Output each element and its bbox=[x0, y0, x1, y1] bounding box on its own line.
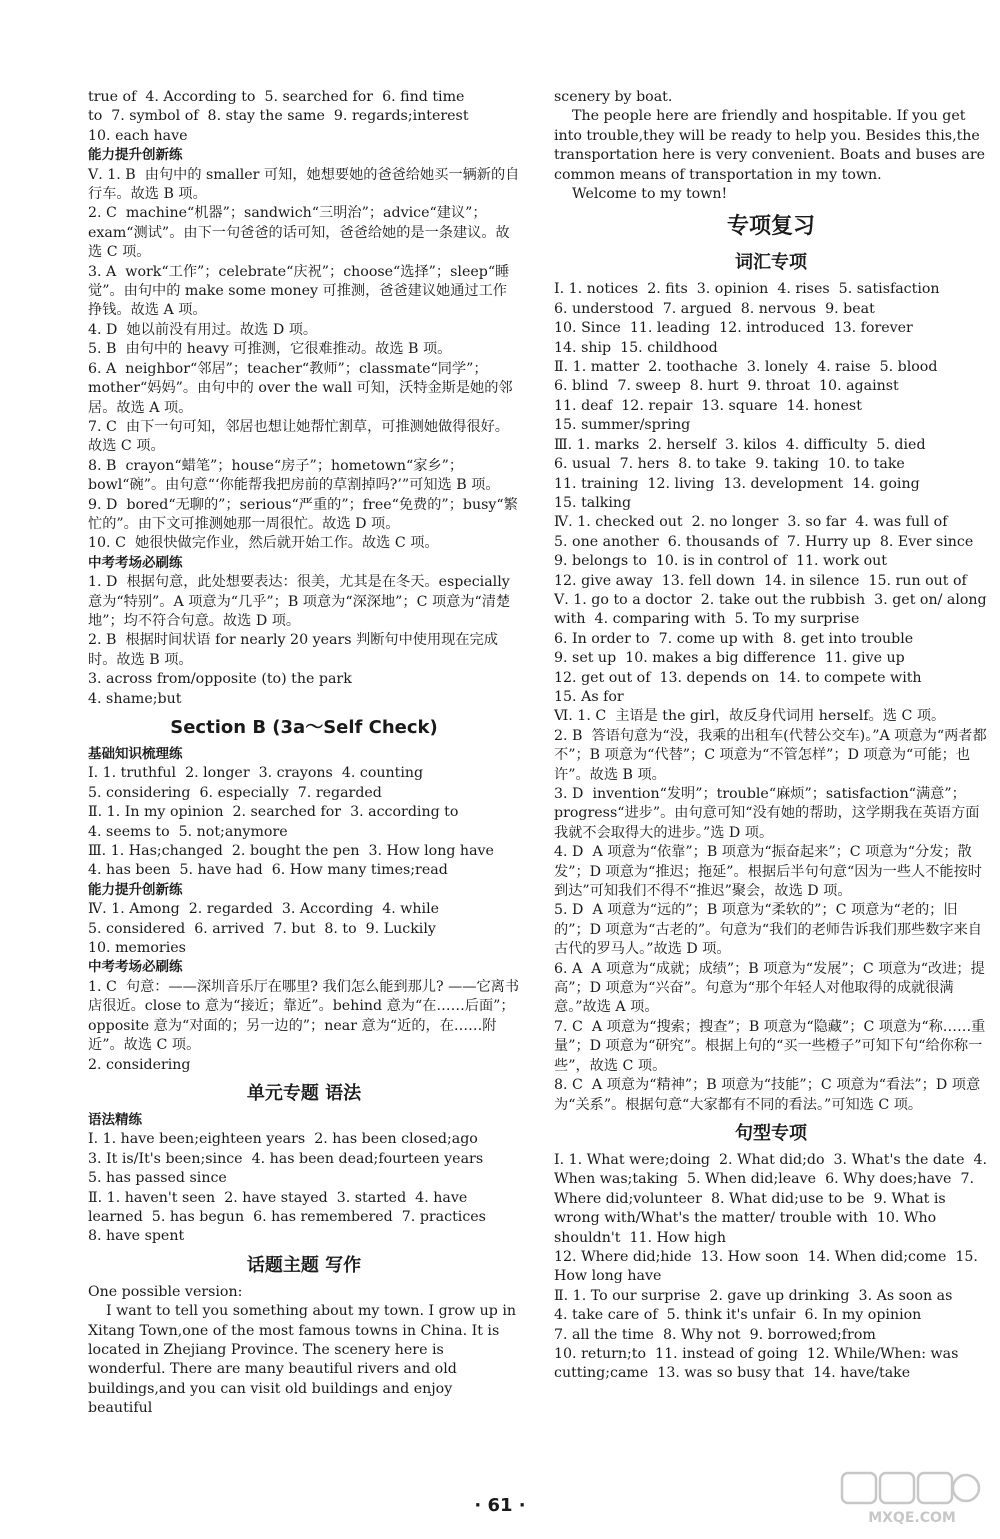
answer-line: 11. training 12. living 13. development 14. going bbox=[554, 475, 920, 492]
answer-line: 8. C A 项意为“精神”；B 项意为“技能”；C 项意为“看法”；D 项意为“关系”。根据句意“大家都有不同的看法。”可知选 C 项。 bbox=[554, 1077, 981, 1113]
answer-line: 1. D 根据句意，此处想要表达：很美，尤其是在冬天。especially 意为“特别”。A 项意为“几乎”；B 项意为“深深地”；C 项意为“清楚地”；均不符合句意。故选 D 项。 bbox=[88, 574, 515, 629]
answer-line: 3. across from/opposite (to) the park bbox=[88, 671, 352, 688]
answer-line: 6. A neighbor“邻居”；teacher“教师”；classmate“同学”；mother“妈妈”。由句中的 over the wall 可知，沃特金斯是她的邻居。故选 A 项。 bbox=[88, 360, 513, 416]
answer-line: I want to tell you something about my town. I grow up in Xitang Town,one of the most famous towns in China. It is located in Zhejiang Province. The scenery here is wonderful. There are many beautiful rivers and old buildings,and you can visit old buildings and enjoy beautiful bbox=[88, 1303, 521, 1417]
answer-line: 15. As for bbox=[554, 688, 624, 705]
answer-line: 2. considering bbox=[88, 1056, 191, 1073]
answer-line: 7. C 由下一句可知，邻居也想让她帮忙割草，可推测她做得很好。故选 C 项。 bbox=[88, 418, 509, 455]
answer-line: 5. considering 6. especially 7. regarded bbox=[88, 784, 382, 801]
answer-line: 5. D A 项意为“远的”；B 项意为“柔软的”；C 项意为“老的；旧的”；D 项意为“古老的”。句意为“我们的老师告诉我们那些数字来自古代的罗马人。”故选 D 项。 bbox=[554, 902, 982, 958]
answer-line: 5. has passed since bbox=[88, 1170, 227, 1187]
answer-line: 2. B 根据时间状语 for nearly 20 years 判断句中使用现在完成时。故选 B 项。 bbox=[88, 632, 498, 668]
answer-line: 6. usual 7. hers 8. to take 9. taking 10. to take bbox=[554, 456, 905, 473]
answer-line: 1. C 句意：——深圳音乐厅在哪里? 我们怎么能到那儿? ——它离书店很近。close to 意为“接近；靠近”。behind 意为“在……后面”；opposite 意为“对面的；另一边的”；near 意为“近的，在……附近”。故选 C 项。 bbox=[88, 978, 520, 1054]
answer-line: Ⅰ. 1. truthful 2. longer 3. crayons 4. counting bbox=[88, 765, 424, 782]
answer-line: 12. give away 13. fell down 14. in silence 15. run out of bbox=[554, 572, 967, 589]
answer-line: Ⅱ. 1. matter 2. toothache 3. lonely 4. raise 5. blood bbox=[554, 359, 938, 376]
answer-line: Ⅵ. 1. C 主语是 the girl，故反身代词用 herself。选 C 项。 bbox=[554, 708, 946, 725]
section-heading: 词汇专项 bbox=[735, 252, 807, 274]
section-heading: 单元专题 语法 bbox=[246, 1082, 362, 1104]
answer-line: 8. B crayon“蜡笔”；house“房子”；hometown“家乡”；bowl“碗”。由句意“‘你能帮我把房前的草割掉吗?’”可知选 B 项。 bbox=[88, 457, 500, 494]
section-subheading: 中考考场必刷练 bbox=[88, 959, 183, 976]
answer-line: 15. summer/spring bbox=[554, 417, 691, 434]
chapter-heading: 专项复习 bbox=[726, 214, 815, 240]
answer-line: Ⅲ. 1. Has;changed 2. bought the pen 3. How long have bbox=[88, 843, 494, 860]
answer-line: 4. seems to 5. not;anymore bbox=[88, 823, 288, 840]
answer-line: 6. In order to 7. come up with 8. get into trouble bbox=[554, 630, 914, 647]
answer-line: 15. talking bbox=[554, 494, 632, 511]
answer-line: 6. A A 项意为“成就；成绩”；B 项意为“发展”；C 项意为“改进；提高”；D 项意为“兴奋”。句意为“那个年轻人对他取得的成就很满意。”故选 A 项。 bbox=[554, 960, 985, 1016]
answer-line: 12. Where did;hide 13. How soon 14. When did;come 15. How long have bbox=[554, 1248, 983, 1285]
answer-line: Ⅴ. 1. B 由句中的 smaller 可知，她想要她的爸爸给她买一辆新的自行车。故选 B 项。 bbox=[88, 166, 520, 203]
section-subheading: 语法精练 bbox=[88, 1111, 142, 1128]
section-subheading: 基础知识梳理练 bbox=[88, 746, 183, 762]
answer-line: 7. C A 项意为“搜索；搜查”；B 项意为“隐藏”；C 项意为“称……重量”；D 项意为“研究”。根据上句的“买一些橙子”可知下句“给你称一些”，故选 C 项。 bbox=[554, 1018, 986, 1074]
answer-line: Ⅱ. 1. To our surprise 2. gave up drinking 3. As soon as bbox=[554, 1287, 953, 1304]
answer-line: 8. have spent bbox=[88, 1228, 185, 1245]
answer-line: 11. deaf 12. repair 13. square 14. honest bbox=[554, 397, 862, 414]
answer-line: 4. shame;but bbox=[88, 690, 182, 707]
answer-line: 5. one another 6. thousands of 7. Hurry up 8. Ever since 9. belongs to 10. is in control of 11. work out bbox=[554, 533, 983, 570]
answer-line: 5. considered 6. arrived 7. but 8. to 9. Luckily bbox=[88, 920, 436, 937]
watermark-text: MXQE.COM bbox=[868, 1510, 956, 1526]
answer-line: 6. blind 7. sweep 8. hurt 9. throat 10. against bbox=[554, 378, 899, 395]
answer-site-logo-icon bbox=[838, 1467, 986, 1529]
section-heading: 句型专项 bbox=[735, 1122, 807, 1144]
answer-line: 2. B 答语句意为“没，我乘的出租车(代替公交车)。”A 项意为“两者都不”；B 项意为“代替”；C 项意为“不管怎样”；D 项意为“可能；也许”。故选 B 项。 bbox=[554, 727, 987, 783]
answer-line: 5. B 由句中的 heavy 可推测，它很难推动。故选 B 项。 bbox=[88, 341, 452, 358]
answer-line: Ⅳ. 1. Among 2. regarded 3. According 4. while bbox=[88, 901, 440, 918]
answer-line: Ⅰ. 1. notices 2. fits 3. opinion 4. rises 5. satisfaction bbox=[554, 281, 940, 298]
answer-line: 3. A work“工作”；celebrate“庆祝”；choose“选择”；sleep“睡觉”。由句中的 make some money 可推测，爸爸建议她通过工作挣钱。故选 A 项。 bbox=[88, 263, 510, 319]
answer-line: 3. It is/It's been;since 4. has been dead;fourteen years bbox=[88, 1150, 484, 1167]
answer-line: Ⅲ. 1. marks 2. herself 3. kilos 4. difficulty 5. died bbox=[554, 436, 926, 453]
answer-line: Ⅳ. 1. checked out 2. no longer 3. so far 4. was full of bbox=[554, 514, 948, 531]
answer-line: One possible version: bbox=[88, 1283, 243, 1300]
answer-line: Ⅰ. 1. have been;eighteen years 2. has been closed;ago bbox=[88, 1131, 478, 1148]
answer-line: 7. all the time 8. Why not 9. borrowed;from bbox=[554, 1326, 876, 1343]
answer-line: 4. D 她以前没有用过。故选 D 项。 bbox=[88, 321, 318, 338]
answer-line: Ⅰ. 1. What were;doing 2. What did;do 3. What's the date 4. When was;taking 5. When did;leave 6. Why does;have 7. Where did;volunteer 8. What did;use to be 9. What is wrong with/What's the matter/ trouble with 10. Who shouldn't 11. How high bbox=[554, 1151, 992, 1246]
answer-line: Ⅴ. 1. go to a doctor 2. take out the rubbish 3. get on/ along with 4. comparing with 5. To my surprise bbox=[554, 591, 992, 628]
answer-line: 10. C 她很快做完作业，然后就开始工作。故选 C 项。 bbox=[88, 535, 439, 552]
answer-line: 10. each have bbox=[88, 127, 188, 144]
answer-line: 10. return;to 11. instead of going 12. While/When: was cutting;came 13. was so busy that 14. have/take bbox=[554, 1345, 963, 1382]
answer-line: to 7. symbol of 8. stay the same 9. regards;interest bbox=[88, 108, 469, 125]
answer-line: 4. D A 项意为“依靠”；B 项意为“振奋起来”；C 项意为“分发；散发”；D 项意为“推迟；拖延”。根据后半句句意“因为一些人不能按时到达”可知我们不得不“推迟”聚会，故选 D 项。 bbox=[554, 844, 982, 900]
answer-line: 6. understood 7. argued 8. nervous 9. beat bbox=[554, 300, 875, 317]
answer-line: 14. ship 15. childhood bbox=[554, 339, 718, 356]
answer-line: 4. take care of 5. think it's unfair 6. In my opinion bbox=[554, 1307, 922, 1324]
section-heading: 话题主题 写作 bbox=[246, 1254, 362, 1276]
answer-line: 10. memories bbox=[88, 940, 186, 957]
answer-line: The people here are friendly and hospitable. If you get into trouble,they will be ready to help you. Besides this,the transportation here is very convenient. Boats and buses are common means of transportation in my town. bbox=[554, 108, 990, 183]
answer-line: 12. get out of 13. depends on 14. to compete with bbox=[554, 669, 922, 686]
answer-line: scenery by boat. bbox=[554, 89, 673, 105]
answer-line: Ⅱ. 1. haven't seen 2. have stayed 3. started 4. have learned 5. has begun 6. has remembered 7. practices bbox=[88, 1189, 486, 1225]
left-column bbox=[88, 88, 520, 1419]
answer-line: 4. has been 5. have had 6. How many times;read bbox=[88, 862, 448, 879]
answer-line: 2. C machine“机器”；sandwich“三明治”；advice“建议”；exam“测试”。由下一句爸爸的话可知，爸爸给她的是一条建议。故选 C 项。 bbox=[88, 205, 510, 261]
answer-line: Welcome to my town! bbox=[554, 186, 728, 203]
answer-line: Ⅱ. 1. In my opinion 2. searched for 3. according to bbox=[88, 804, 459, 821]
answer-line: 10. Since 11. leading 12. introduced 13. forever bbox=[554, 320, 913, 337]
right-column bbox=[554, 88, 992, 1384]
answer-line: true of 4. According to 5. searched for 6. find time bbox=[88, 89, 465, 105]
section-subheading: 能力提升创新练 bbox=[88, 147, 183, 164]
section-subheading: 中考考场必刷练 bbox=[88, 554, 183, 571]
section-subheading: 能力提升创新练 bbox=[88, 881, 183, 898]
answer-line: 3. D invention“发明”；trouble“麻烦”；satisfaction“满意”；progress“进步”。由句意可知“没有她的帮助，这学期我在英语方面我就不会取得大的进步。”选 D 项。 bbox=[554, 786, 980, 841]
answer-line: 9. set up 10. makes a big difference 11. give up bbox=[554, 650, 905, 667]
answer-line: 9. D bored“无聊的”；serious“严重的”；free“免费的”；busy“繁忙的”。由下文可推测她那一周很忙。故选 D 项。 bbox=[88, 496, 518, 532]
section-heading: Section B (3a～Self Check) bbox=[170, 717, 438, 738]
page-number: · 61 · bbox=[474, 1495, 526, 1516]
